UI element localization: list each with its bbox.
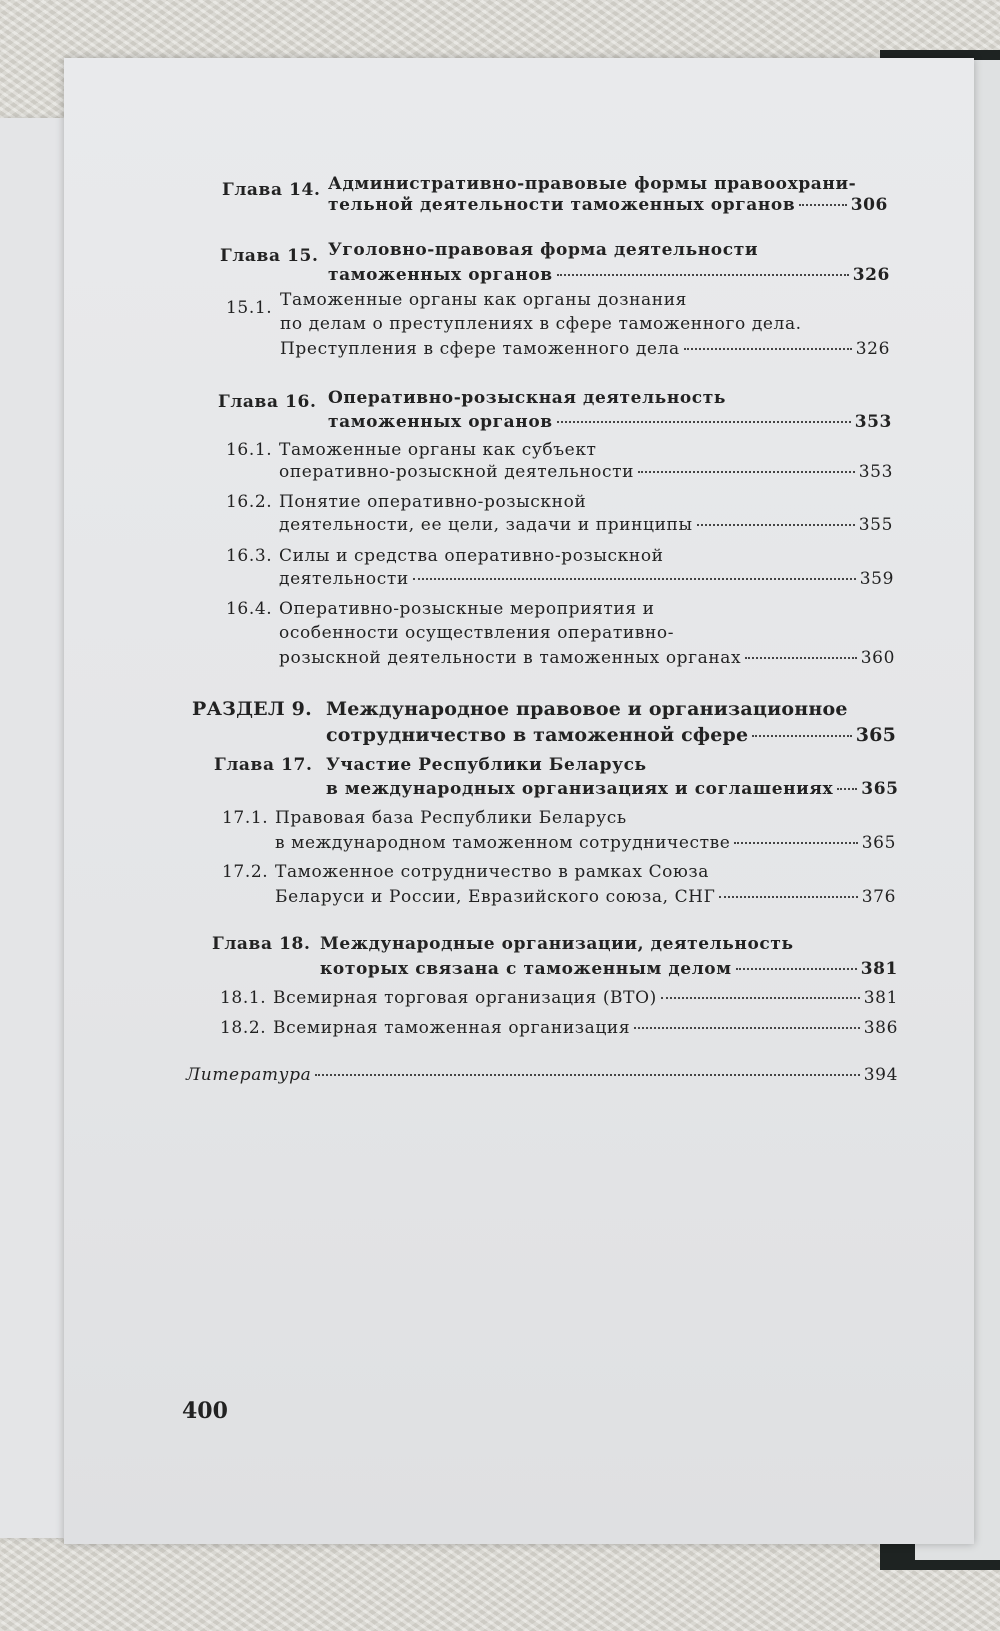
- dot-leader: [719, 896, 857, 898]
- entry-text: тельной деятельности таможенных органов: [328, 195, 796, 215]
- section-17-2-label: 17.2.: [222, 862, 269, 882]
- section-17-1-line1: Правовая база Республики Беларусь: [275, 808, 627, 828]
- page-ref: 386: [863, 1018, 898, 1038]
- section-16-4-line2: особенности осуществления оперативно-: [279, 623, 675, 643]
- part-9-title-line2: [326, 724, 896, 746]
- chapter-15-title-line2: [328, 265, 890, 285]
- page-ref: 376: [861, 887, 896, 907]
- chapter-17-label: Глава 17.: [214, 755, 313, 775]
- chapter-14-title-line1: Административно-правовые формы правоохрани-: [328, 174, 857, 194]
- literature-entry: [186, 1065, 898, 1085]
- page-ref: 353: [858, 462, 893, 482]
- page-ref: 353: [854, 412, 892, 432]
- section-16-3-label: 16.3.: [226, 546, 273, 566]
- chapter-18-title-line2: [320, 959, 898, 979]
- section-16-1-label: 16.1.: [226, 440, 273, 460]
- entry-text: в международном таможенном сотрудничестве: [275, 833, 731, 853]
- chapter-18-title-line1: Международные организации, деятельность: [320, 934, 794, 954]
- entry-text: сотрудничество в таможенной сфере: [326, 724, 749, 746]
- dot-leader: [736, 968, 857, 970]
- chapter-15-title-line1: Уголовно-правовая форма деятельности: [328, 240, 759, 260]
- section-17-2-line1: Таможенное сотрудничество в рамках Союза: [275, 862, 710, 882]
- page-ref: 359: [859, 569, 894, 589]
- entry-text: деятельности: [279, 569, 409, 589]
- section-16-4-label: 16.4.: [226, 599, 273, 619]
- part-9-title-line1: Международное правовое и организационное: [326, 698, 848, 720]
- section-16-4-line3: [279, 648, 895, 668]
- entry-text: которых связана с таможенным делом: [320, 959, 732, 979]
- entry-text: в международных организациях и соглашениях: [326, 779, 834, 799]
- page-ref: 381: [860, 959, 898, 979]
- section-16-2-line2: [279, 515, 893, 535]
- section-18-2-line1: [273, 1018, 898, 1038]
- chapter-17-title-line2: [326, 779, 899, 799]
- section-16-2-label: 16.2.: [226, 492, 273, 512]
- page-ref: 381: [863, 988, 898, 1008]
- entry-text: Всемирная торговая организация (ВТО): [273, 988, 657, 1008]
- page-ref: 365: [861, 833, 896, 853]
- section-17-1-label: 17.1.: [222, 808, 269, 828]
- chapter-15-label: Глава 15.: [220, 246, 319, 266]
- page-ref: 306: [850, 195, 888, 215]
- chapter-14-label: Глава 14.: [222, 180, 321, 200]
- page-ref: 355: [858, 515, 893, 535]
- section-17-1-line2: [275, 833, 896, 853]
- page-ref: 394: [863, 1065, 898, 1085]
- dot-leader: [837, 788, 857, 790]
- section-16-3-line2: [279, 569, 894, 589]
- section-16-2-line1: Понятие оперативно-розыскной: [279, 492, 587, 512]
- section-18-1-line1: [273, 988, 898, 1008]
- dot-leader: [752, 735, 851, 737]
- dot-leader: [734, 842, 857, 844]
- table-of-contents: [64, 58, 974, 1544]
- section-15-1-line1: Таможенные органы как органы дознания: [280, 290, 687, 310]
- dot-leader: [745, 657, 857, 659]
- page-ref: 326: [855, 339, 890, 359]
- entry-text: Всемирная таможенная организация: [273, 1018, 631, 1038]
- page-ref: 326: [852, 265, 890, 285]
- dot-leader: [661, 997, 860, 999]
- entry-text: Беларуси и России, Евразийского союза, СНГ: [275, 887, 716, 907]
- chapter-14-title-line2: [328, 195, 888, 215]
- section-16-1-line1: Таможенные органы как субъект: [279, 440, 597, 460]
- dot-leader: [413, 578, 856, 580]
- entry-text: оперативно-розыскной деятельности: [279, 462, 635, 482]
- page-ref: 365: [855, 724, 896, 746]
- page-number: 400: [182, 1398, 228, 1424]
- dot-leader: [638, 471, 855, 473]
- chapter-16-label: Глава 16.: [218, 392, 317, 412]
- dot-leader: [315, 1074, 859, 1076]
- section-17-2-line2: [275, 887, 896, 907]
- dot-leader: [684, 348, 852, 350]
- entry-text: розыскной деятельности в таможенных органах: [279, 648, 742, 668]
- section-18-2-label: 18.2.: [220, 1018, 267, 1038]
- book-page: [64, 58, 974, 1544]
- chapter-17-title-line1: Участие Республики Беларусь: [326, 755, 647, 775]
- dot-leader: [634, 1027, 860, 1029]
- section-15-1-label: 15.1.: [226, 298, 273, 318]
- chapter-16-title-line2: [328, 412, 892, 432]
- section-18-1-label: 18.1.: [220, 988, 267, 1008]
- page-ref: 365: [861, 779, 899, 799]
- part-9-label: РАЗДЕЛ 9.: [192, 698, 312, 720]
- section-16-3-line1: Силы и средства оперативно-розыскной: [279, 546, 664, 566]
- section-15-1-line3: [280, 339, 890, 359]
- chapter-16-title-line1: Оперативно-розыскная деятельность: [328, 388, 727, 408]
- dot-leader: [557, 274, 849, 276]
- entry-text: Преступления в сфере таможенного дела: [280, 339, 680, 359]
- dot-leader: [799, 204, 846, 206]
- entry-text: таможенных органов: [328, 265, 553, 285]
- dot-leader: [697, 524, 855, 526]
- dot-leader: [557, 421, 851, 423]
- page-ref: 360: [860, 648, 895, 668]
- section-16-4-line1: Оперативно-розыскные мероприятия и: [279, 599, 655, 619]
- entry-text: Литература: [186, 1065, 312, 1085]
- entry-text: таможенных органов: [328, 412, 553, 432]
- chapter-18-label: Глава 18.: [212, 934, 311, 954]
- section-16-1-line2: [279, 462, 893, 482]
- section-15-1-line2: по делам о преступлениях в сфере таможенного дела.: [280, 314, 802, 334]
- entry-text: деятельности, ее цели, задачи и принципы: [279, 515, 693, 535]
